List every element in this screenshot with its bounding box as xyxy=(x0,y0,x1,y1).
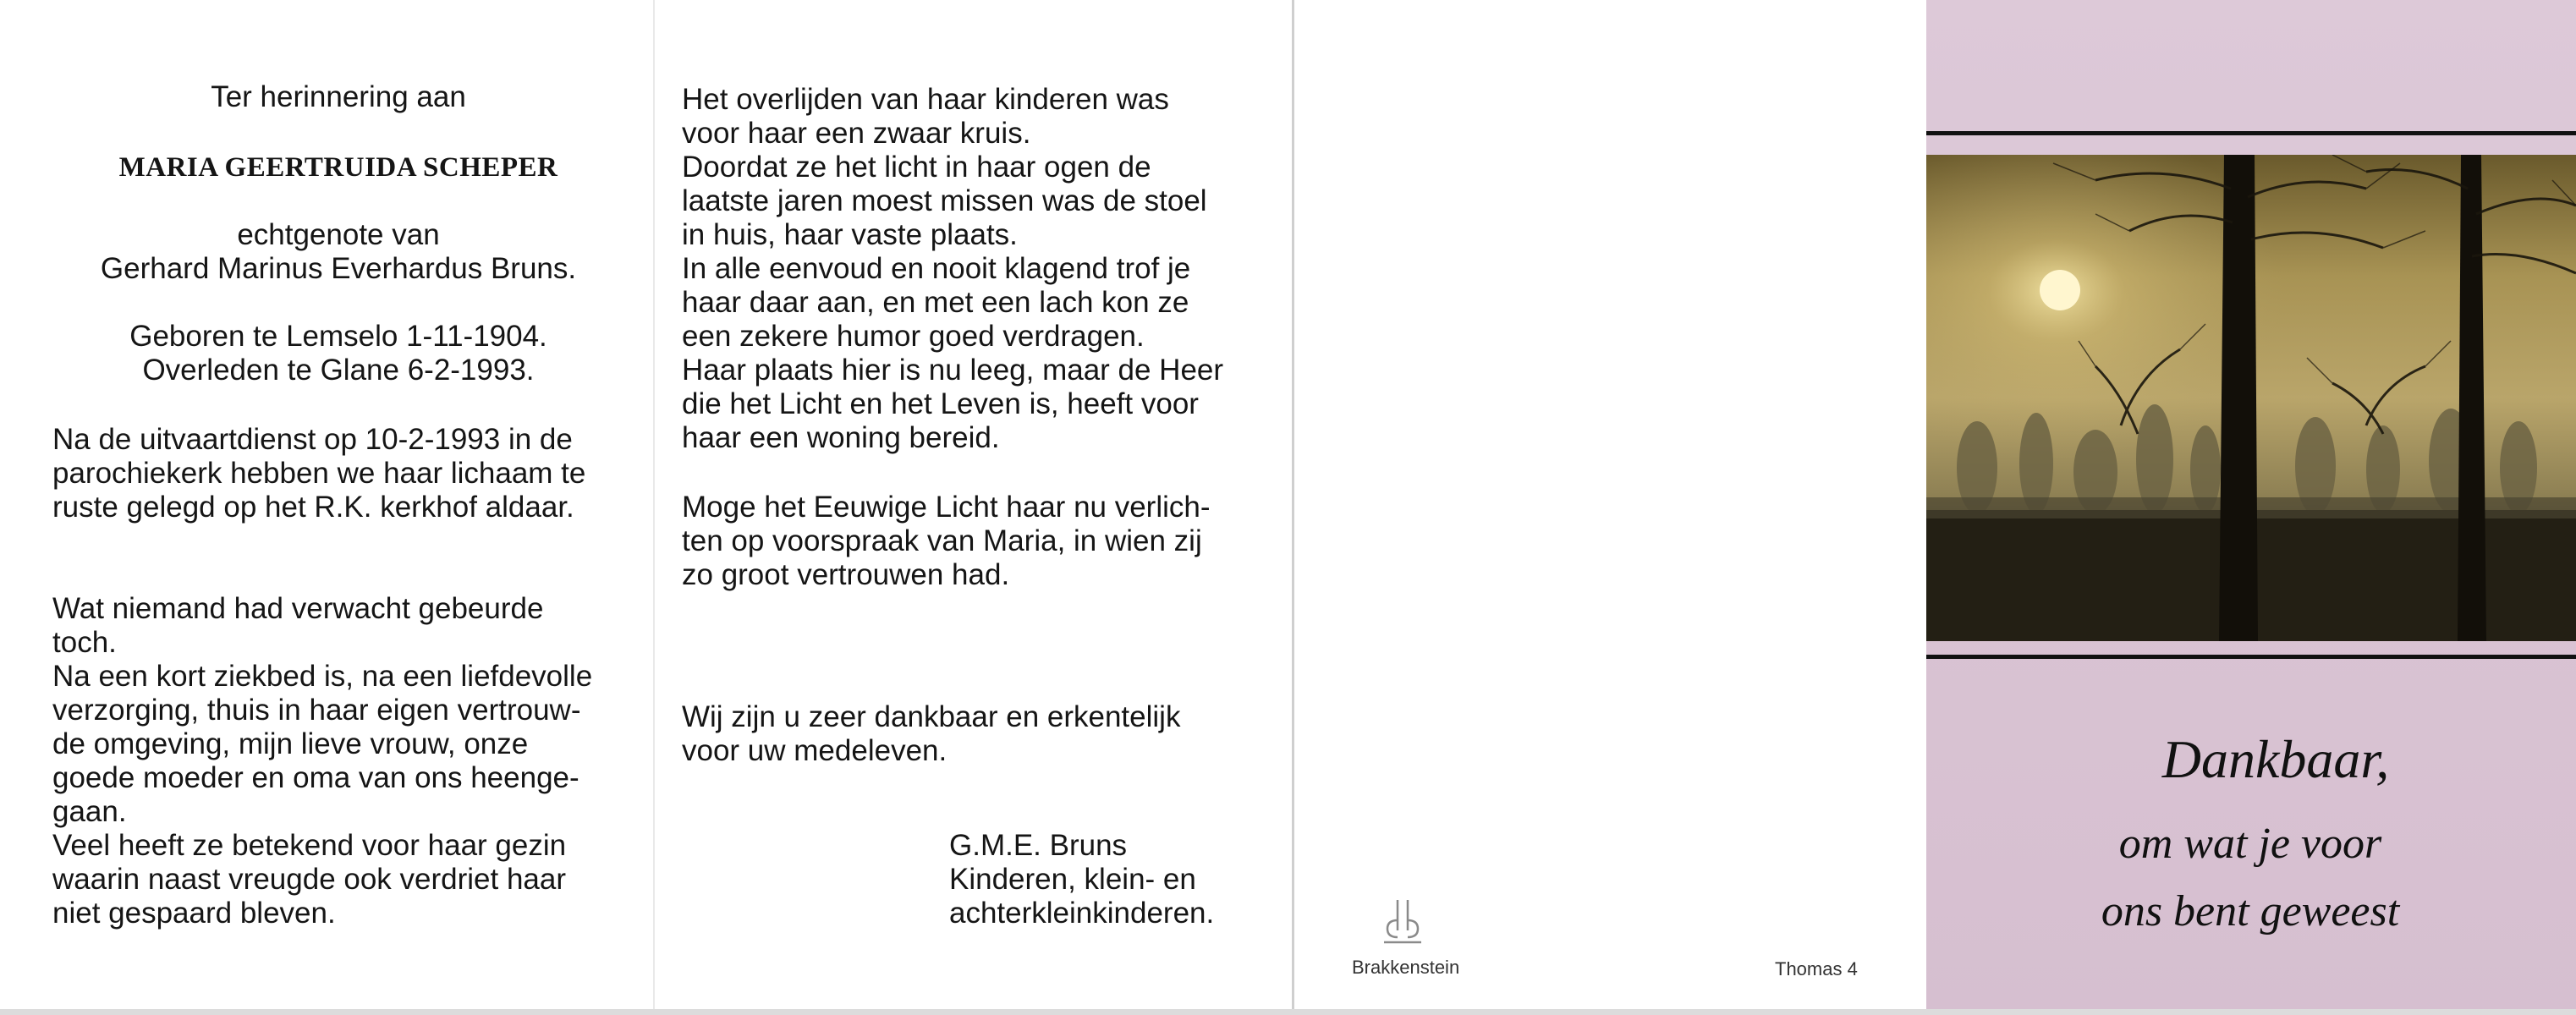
publisher-name: Brakkenstein xyxy=(1352,957,1460,978)
text-line: waarin naast vreugde ook verdriet haar xyxy=(52,863,567,896)
signature-name: G.M.E. Bruns xyxy=(949,829,1128,862)
top-rule xyxy=(1926,131,2576,135)
text-line: Veel heeft ze betekend voor haar gezin xyxy=(52,829,567,862)
deceased-name: MARIA GEERTRUIDA SCHEPER xyxy=(118,152,558,183)
sunrise-trees-photo xyxy=(1926,155,2576,641)
text-line: Wij zijn u zeer dankbaar en erkentelijk xyxy=(682,700,1181,733)
text-line: in huis, haar vaste plaats. xyxy=(682,218,1018,251)
text-line: Haar plaats hier is nu leeg, maar de Heer xyxy=(682,354,1224,387)
text-line: Doordat ze het licht in haar ogen de xyxy=(682,151,1151,184)
text-line: Na de uitvaartdienst op 10-2-1993 in de xyxy=(52,423,573,456)
text-line: In alle eenvoud en nooit klagend trof je xyxy=(682,252,1191,285)
bottom-rule xyxy=(1926,655,2576,659)
text-line: ten op voorspraak van Maria, in wien zij xyxy=(682,524,1202,557)
text-line: voor haar een zwaar kruis. xyxy=(682,117,1031,150)
text-line: goede moeder en oma van ons heenge- xyxy=(52,761,579,794)
scan-edge-shadow xyxy=(0,1009,2576,1015)
text-line: Moge het Eeuwige Licht haar nu verlich- xyxy=(682,491,1211,524)
back-panel xyxy=(1292,0,1929,1015)
text-line: ruste gelegd op het R.K. kerkhof aldaar. xyxy=(52,491,574,524)
text-line: niet gespaard bleven. xyxy=(52,897,336,930)
text-line: een zekere humor goed verdragen. xyxy=(682,320,1145,353)
text-line: toch. xyxy=(52,626,117,659)
text-line: die het Licht en het Leven is, heeft voor xyxy=(682,387,1199,420)
script-line-3: ons bent geweest xyxy=(2101,887,2400,935)
script-line-2: om wat je voor xyxy=(2118,820,2382,868)
publisher-logo xyxy=(1352,897,1460,979)
text-line: de omgeving, mijn lieve vrouw, onze xyxy=(52,727,529,760)
text-line: verzorging, thuis in haar eigen vertrouw- xyxy=(52,694,581,727)
text-line: Het overlijden van haar kinderen was xyxy=(682,83,1169,116)
spouse-label: echtgenote van xyxy=(237,218,440,251)
intro-text: Ter herinnering aan xyxy=(211,80,466,113)
text-line: Wat niemand had verwacht gebeurde xyxy=(52,592,544,625)
text-line: laatste jaren moest missen was de stoel xyxy=(682,184,1207,217)
text-line: haar een woning bereid. xyxy=(682,421,1000,454)
text-line: voor uw medeleven. xyxy=(682,734,947,767)
text-line: haar daar aan, en met een lach kon ze xyxy=(682,286,1189,319)
text-line: zo groot vertrouwen had. xyxy=(682,558,1010,591)
script-line-1: Dankbaar, xyxy=(2161,729,2390,789)
text-line: parochiekerk hebben we haar lichaam te xyxy=(52,457,586,490)
birth-line: Geboren te Lemselo 1-11-1904. xyxy=(129,320,547,353)
text-line: gaan. xyxy=(52,795,127,828)
spouse-name: Gerhard Marinus Everhardus Bruns. xyxy=(100,252,577,285)
signature-line: Kinderen, klein- en xyxy=(949,863,1196,896)
publisher-logo-icon xyxy=(1376,897,1430,947)
card-code: Thomas 4 xyxy=(1775,958,1858,979)
text-line: Na een kort ziekbed is, na een liefdevolle xyxy=(52,660,593,693)
signature-line: achterkleinkinderen. xyxy=(949,897,1215,930)
death-line: Overleden te Glane 6-2-1993. xyxy=(142,354,535,387)
